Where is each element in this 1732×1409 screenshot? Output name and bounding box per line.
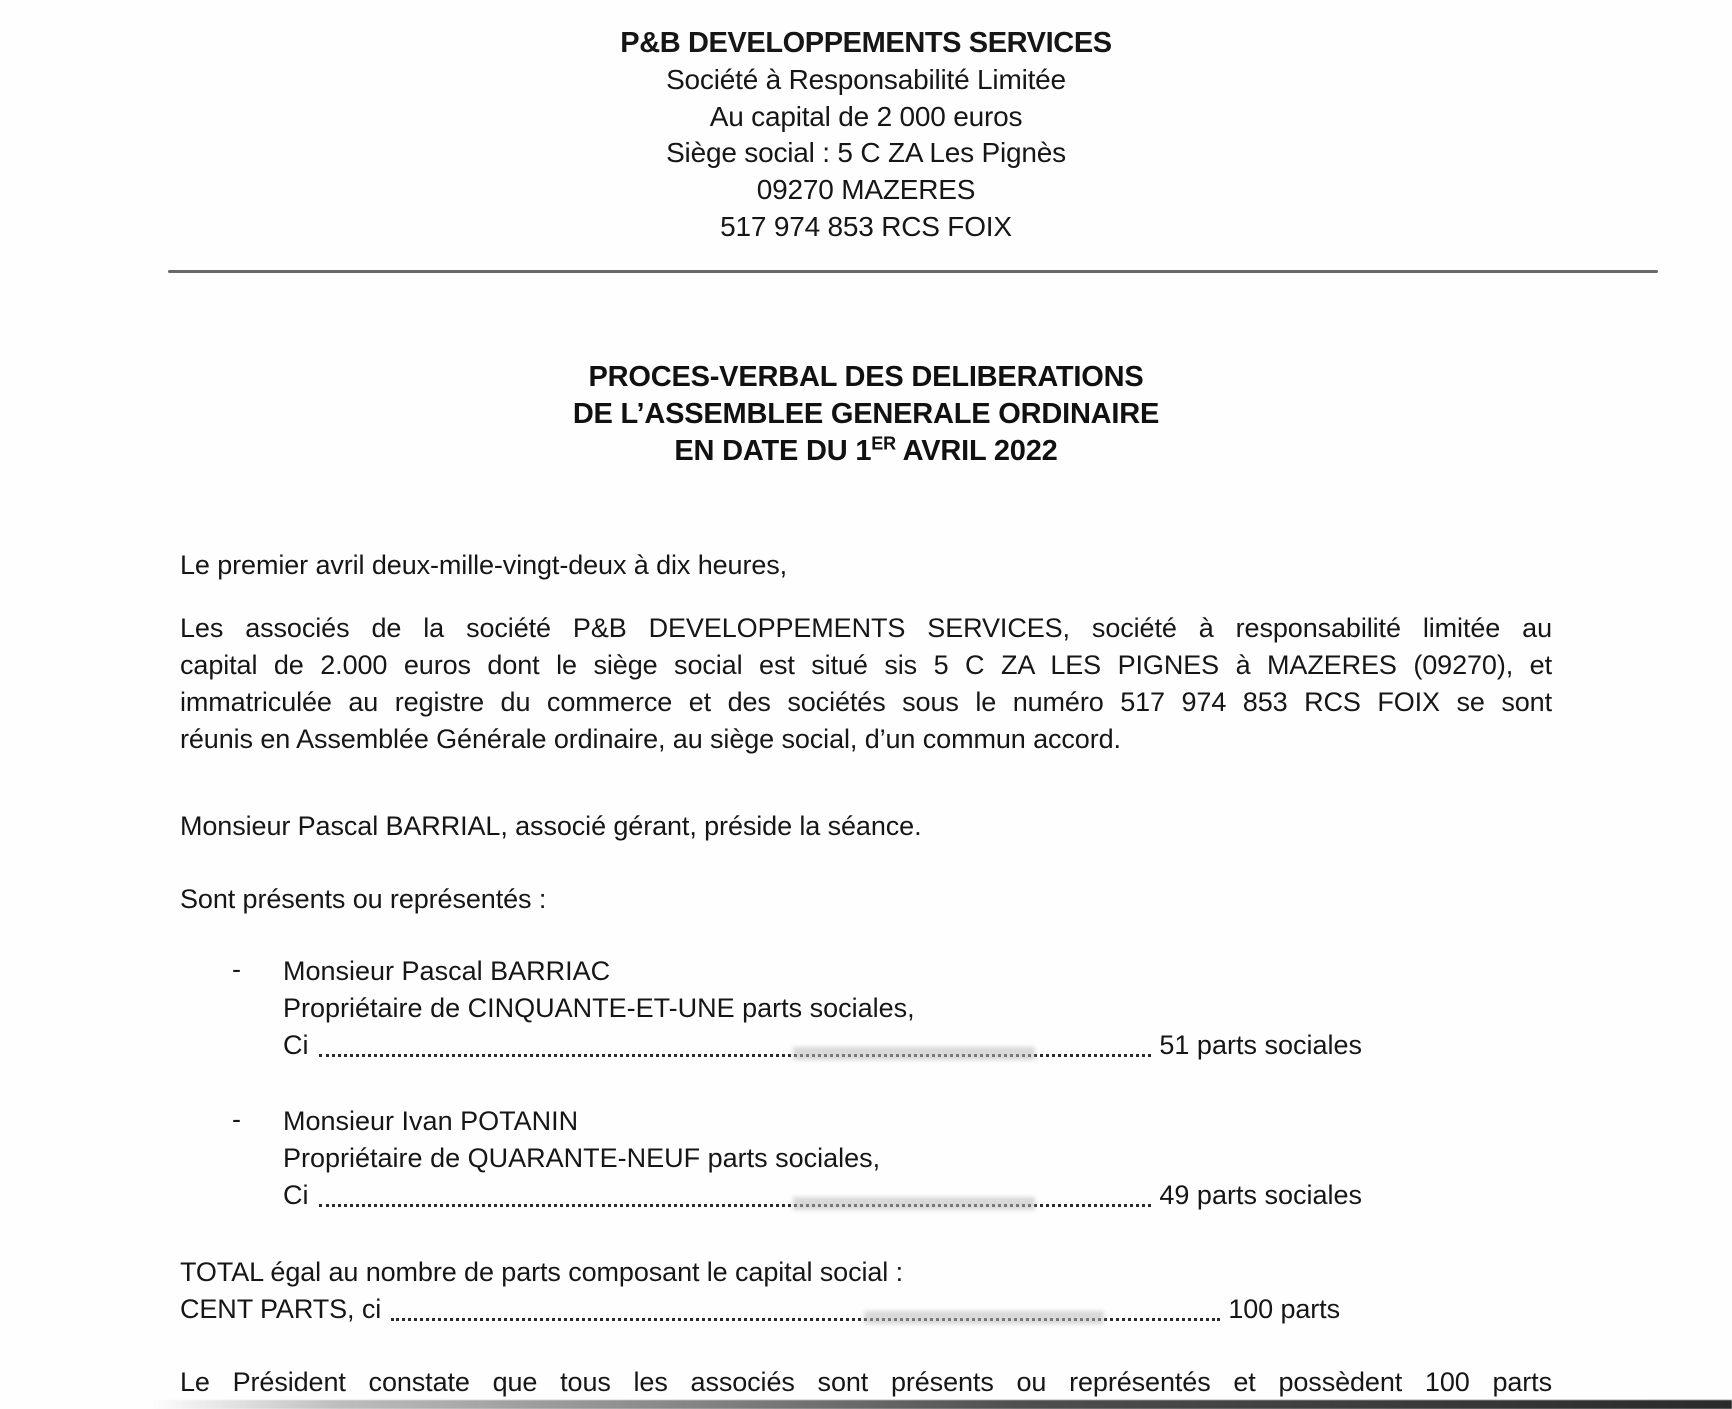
attendee-item-potanin: [180, 1103, 1552, 1214]
attendance-heading: Sont présents ou représentés :: [180, 884, 547, 914]
list-dash-icon: -: [232, 1104, 241, 1134]
company-legal-form: Société à Responsabilité Limitée: [666, 63, 1066, 95]
attendee-name: Monsieur Ivan POTANIN: [283, 1106, 579, 1136]
attendee-shares-value: 49 parts sociales: [1159, 1180, 1362, 1210]
company-capital: Au capital de 2 000 euros: [709, 100, 1023, 132]
attendee-ownership: Propriétaire de QUARANTE-NEUF parts sociales,: [283, 1143, 881, 1173]
attendee-shares-value: 51 parts sociales: [1159, 1030, 1362, 1060]
leader-label: Ci: [283, 1030, 309, 1060]
scan-smudge: [864, 1311, 1104, 1324]
company-address: Siège social : 5 C ZA Les Pignès: [666, 137, 1066, 169]
total-line: TOTAL égal au nombre de parts composant le capital social :: [180, 1257, 903, 1287]
attendee-shares-row: [283, 1177, 1362, 1214]
company-rcs: 517 974 853 RCS FOIX: [720, 210, 1012, 242]
intro-line-2: capital de 2.000 euros dont le siège social est situé sis 5 C ZA LES PIGNES à MAZERES (09270), et: [180, 650, 1552, 680]
leader-label: Ci: [283, 1180, 309, 1210]
attendee-ownership: Propriétaire de CINQUANTE-ET-UNE parts sociales,: [283, 993, 915, 1023]
document-title: [0, 359, 1732, 470]
paragraph-closing: Le Président constate que tous les associés sont présents ou représentés et possèdent 100 parts: [180, 1367, 1552, 1397]
list-dash-icon: -: [232, 954, 241, 984]
attendee-name: Monsieur Pascal BARRIAC: [283, 956, 611, 986]
scan-smudge: [793, 1047, 1035, 1060]
title-line-3: [0, 433, 1732, 470]
intro-line-3: immatriculée au registre du commerce et des sociétés sous le numéro 517 974 853 RCS FOIX se sont: [180, 687, 1552, 717]
total-leader-label: CENT PARTS, ci: [180, 1294, 382, 1324]
paragraph-intro: [180, 610, 1552, 758]
title-line-1: PROCES-VERBAL DES DELIBERATIONS: [588, 361, 1144, 393]
company-header: [0, 25, 1732, 246]
attendee-shares-row: [283, 1027, 1362, 1064]
attendee-details: [283, 953, 1552, 1064]
total-shares-row: [180, 1291, 1340, 1328]
title-date-prefix: EN DATE DU 1: [674, 435, 872, 467]
dotted-leader: [319, 1204, 1152, 1207]
title-line-2: DE L’ASSEMBLEE GENERALE ORDINAIRE: [572, 398, 1160, 430]
scan-edge-artifact: [150, 1400, 1732, 1409]
attendee-item-barriac: [180, 953, 1552, 1064]
scan-smudge: [793, 1197, 1035, 1210]
company-city: 09270 MAZERES: [756, 174, 976, 206]
dotted-leader: [391, 1318, 1220, 1321]
company-name: P&B DEVELOPPEMENTS SERVICES: [620, 27, 1112, 59]
dotted-leader: [319, 1054, 1152, 1057]
attendee-details: [283, 1103, 1552, 1214]
paragraph-opening: Le premier avril deux-mille-vingt-deux à dix heures,: [180, 550, 788, 580]
total-shares-value: 100 parts: [1228, 1294, 1340, 1324]
intro-line-1: Les associés de la société P&B DEVELOPPEMENTS SERVICES, société à responsabilité limitée au: [180, 613, 1552, 643]
intro-line-4: réunis en Assemblée Générale ordinaire, au siège social, d’un commun accord.: [180, 724, 1121, 754]
total-block: [180, 1254, 1552, 1328]
title-date-ordinal: ER: [871, 433, 896, 454]
header-divider-rule: [168, 270, 1658, 273]
title-date-suffix: AVRIL 2022: [895, 435, 1058, 467]
paragraph-president: Monsieur Pascal BARRIAL, associé gérant, préside la séance.: [180, 811, 922, 841]
